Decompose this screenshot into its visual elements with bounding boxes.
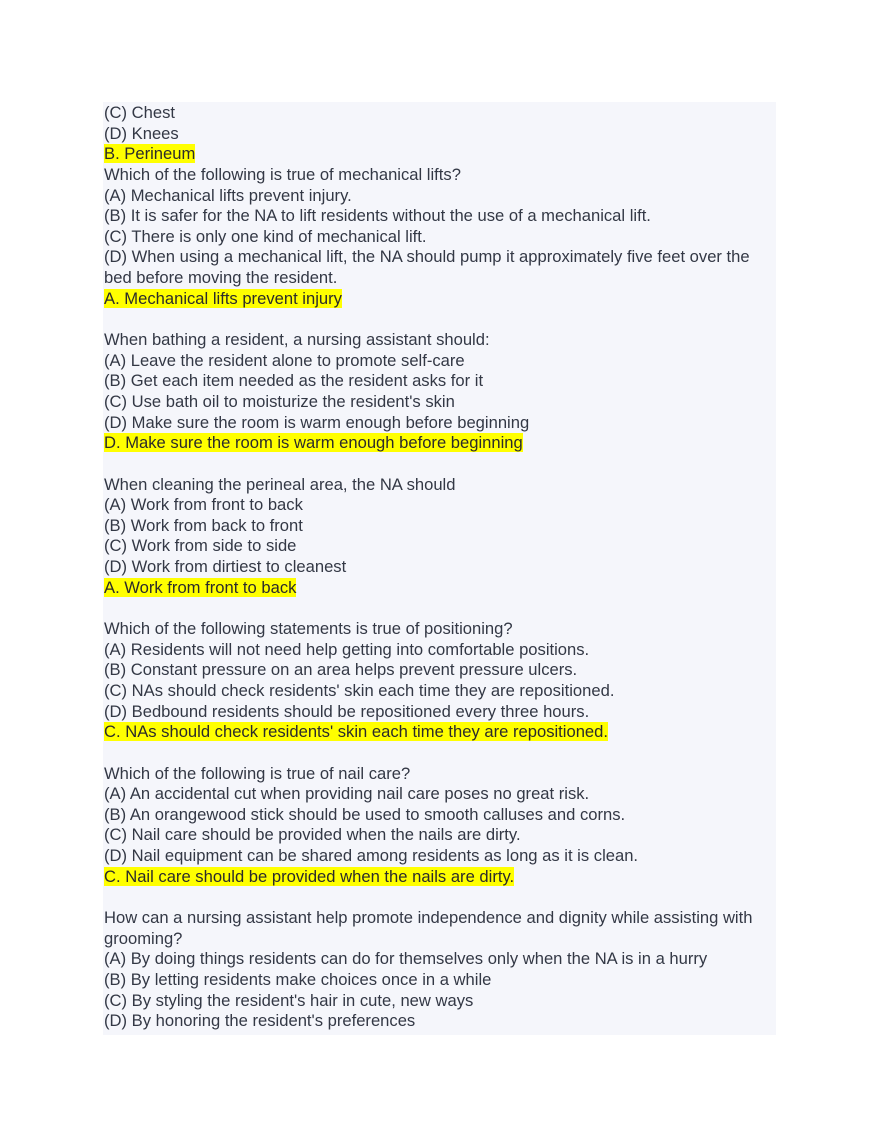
option-line: (B) Constant pressure on an area helps prevent pressure ulcers. xyxy=(104,660,578,680)
document-content xyxy=(104,103,784,1032)
answer-highlight: A. Work from front to back xyxy=(104,577,297,597)
option-line: (C) By styling the resident's hair in cute, new ways xyxy=(104,990,474,1010)
answer-highlight: A. Mechanical lifts prevent injury xyxy=(104,288,342,308)
option-line: (D) Bedbound residents should be repositioned every three hours. xyxy=(104,701,590,721)
answer-line xyxy=(104,867,784,888)
option-line: (A) Mechanical lifts prevent injury. xyxy=(104,185,352,205)
answer-line xyxy=(104,289,784,310)
answer-highlight: C. Nail care should be provided when the nails are dirty. xyxy=(104,866,515,886)
spacer xyxy=(104,598,784,619)
option-line: (D) Work from dirtiest to cleanest xyxy=(104,557,347,577)
option-line: (D) Nail equipment can be shared among residents as long as it is clean. xyxy=(104,846,639,866)
question-line: When cleaning the perineal area, the NA should xyxy=(104,474,456,494)
option-line: (B) An orangewood stick should be used to smooth calluses and corns. xyxy=(104,804,626,824)
option-line: (B) Get each item needed as the resident asks for it xyxy=(104,371,484,391)
option-line: (B) By letting residents make choices once in a while xyxy=(104,969,492,989)
option-line: (A) Residents will not need help getting into comfortable positions. xyxy=(104,639,590,659)
option-line: (B) Work from back to front xyxy=(104,515,303,535)
spacer xyxy=(104,309,784,330)
spacer xyxy=(104,454,784,475)
option-line: (C) There is only one kind of mechanical lift. xyxy=(104,226,427,246)
option-line: (A) An accidental cut when providing nail care poses no great risk. xyxy=(104,784,590,804)
option-line: (C) Nail care should be provided when the nails are dirty. xyxy=(104,825,521,845)
question-line: Which of the following statements is true of positioning? xyxy=(104,619,513,639)
option-line: (D) Knees xyxy=(104,123,179,143)
answer-line xyxy=(104,433,784,454)
question-line: Which of the following is true of nail care? xyxy=(104,763,411,783)
option-line: (B) It is safer for the NA to lift residents without the use of a mechanical lift. xyxy=(104,206,651,226)
option-line: (A) Work from front to back xyxy=(104,495,303,515)
option-line: (A) By doing things residents can do for themselves only when the NA is in a hurry xyxy=(104,949,708,969)
question-line: Which of the following is true of mechanical lifts? xyxy=(104,164,461,184)
question-line: How can a nursing assistant help promote independence and dignity while assisting with grooming? xyxy=(104,908,753,948)
answer-line xyxy=(104,722,784,743)
question-line: When bathing a resident, a nursing assistant should: xyxy=(104,330,490,350)
option-line: (D) Make sure the room is warm enough before beginning xyxy=(104,412,530,432)
answer-line xyxy=(104,144,784,165)
spacer xyxy=(104,743,784,764)
option-line: (A) Leave the resident alone to promote self-care xyxy=(104,350,465,370)
answer-highlight: B. Perineum xyxy=(104,144,196,164)
option-line: (C) Use bath oil to moisturize the resident's skin xyxy=(104,392,455,411)
option-line: (D) When using a mechanical lift, the NA should pump it approximately five feet over the bed before moving the resident. xyxy=(104,247,750,288)
option-line: (C) Work from side to side xyxy=(104,536,297,556)
spacer xyxy=(104,887,784,908)
answer-highlight: D. Make sure the room is warm enough before beginning xyxy=(104,433,523,453)
option-line: (C) Chest xyxy=(104,103,175,122)
option-line: (C) NAs should check residents' skin each time they are repositioned. xyxy=(104,680,615,700)
option-line: (D) By honoring the resident's preferences xyxy=(104,1011,416,1031)
answer-highlight: C. NAs should check residents' skin each time they are repositioned. xyxy=(104,722,608,742)
answer-line xyxy=(104,578,784,599)
